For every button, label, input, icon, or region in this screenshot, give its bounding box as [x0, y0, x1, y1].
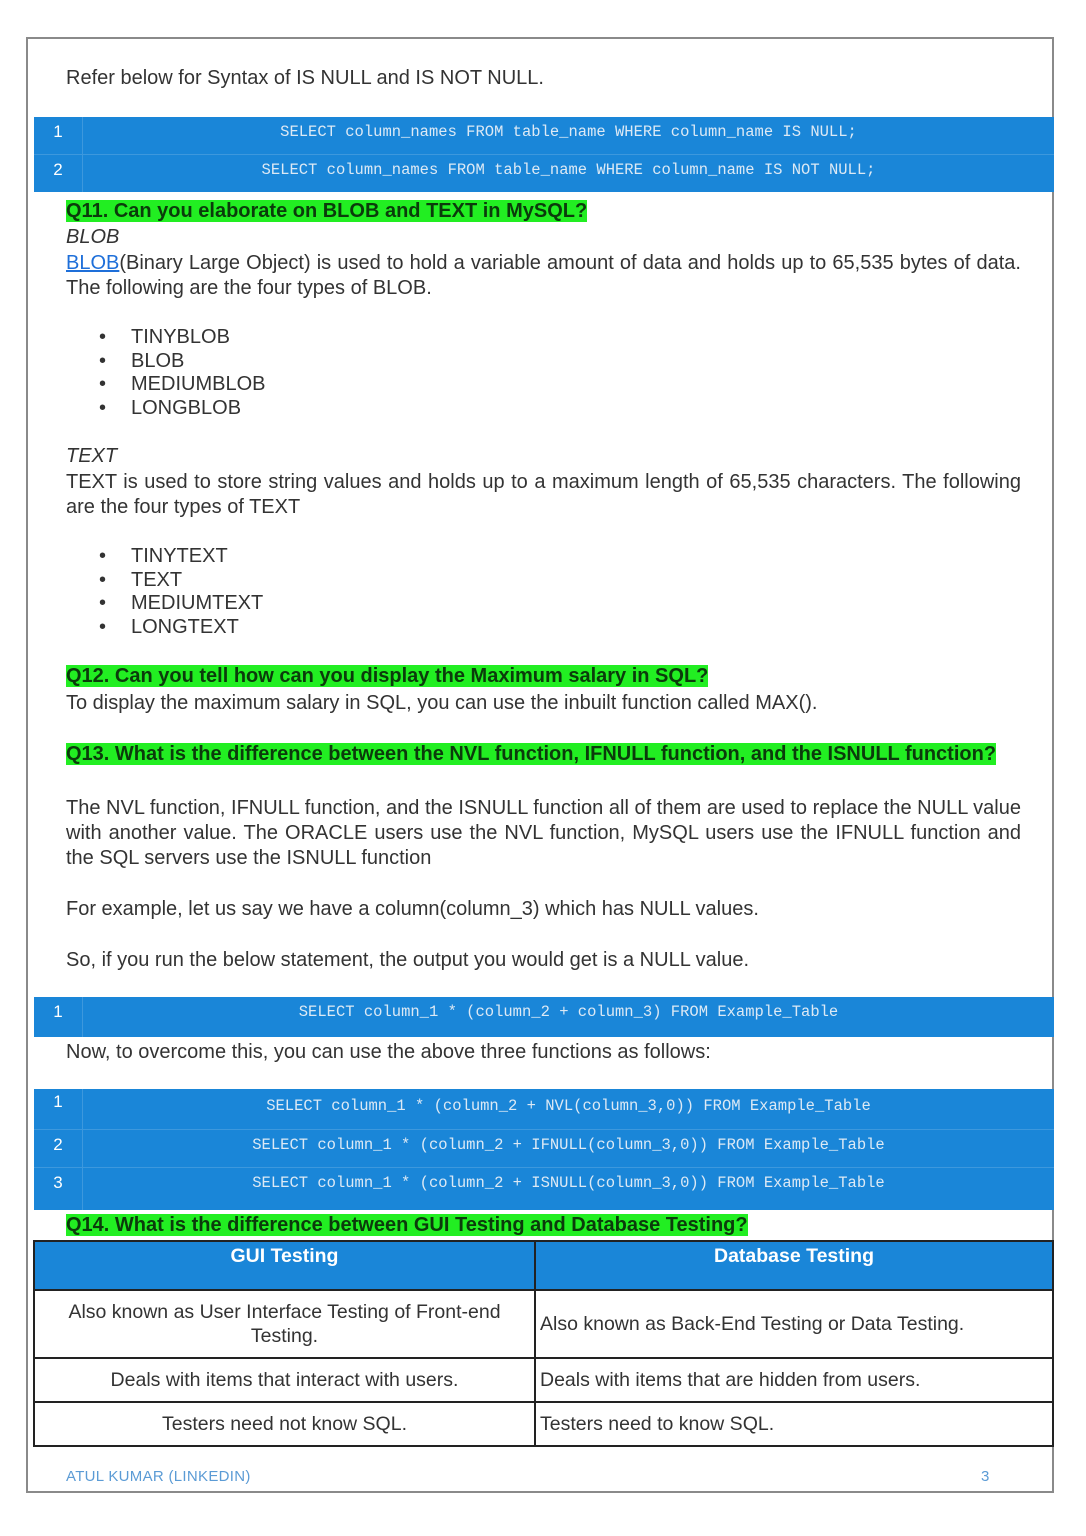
blob-link[interactable]: BLOB: [66, 252, 120, 274]
q14-heading-text: Q14. What is the difference between GUI Testing and Database Testing?: [66, 1214, 748, 1236]
table-cell: Also known as User Interface Testing of Front-end Testing.: [34, 1290, 535, 1358]
code-line: [34, 997, 1054, 1037]
code-line: [34, 117, 1054, 154]
list-item: • LONGTEXT: [66, 616, 263, 640]
code-text: SELECT column_1 * (column_2 + column_3) FROM Example_Table: [298, 1003, 839, 1021]
list-item: • BLOB: [66, 350, 265, 374]
table-row: [34, 1402, 1053, 1446]
line-number: 3: [34, 1168, 83, 1210]
table-cell: Testers need to know SQL.: [535, 1402, 1053, 1446]
column-header: Database Testing: [535, 1241, 1053, 1290]
line-number: 1: [34, 117, 83, 154]
code-line: [34, 1089, 1054, 1129]
q13-now: Now, to overcome this, you can use the above three functions as follows:: [66, 1041, 711, 1063]
list-item: • MEDIUMBLOB: [66, 373, 265, 397]
q12-heading-text: Q12. Can you tell how can you display the Maximum salary in SQL?: [66, 665, 709, 687]
line-number: 1: [34, 997, 83, 1037]
table-cell: Testers need not know SQL.: [34, 1402, 535, 1446]
table-row: [34, 1358, 1053, 1402]
q11-heading: [66, 199, 1021, 224]
q12-heading: [66, 664, 1021, 689]
list-item: • TINYBLOB: [66, 326, 265, 350]
q13-heading-text: Q13. What is the difference between the NVL function, IFNULL function, and the ISNULL function?: [66, 743, 997, 765]
code-text: SELECT column_1 * (column_2 + ISNULL(column_3,0)) FROM Example_Table: [252, 1174, 885, 1192]
list-item: • TINYTEXT: [66, 545, 263, 569]
text-types-list: [66, 545, 263, 639]
blob-types-list: [66, 326, 265, 420]
table-row: [34, 1290, 1053, 1358]
line-number: 2: [34, 155, 83, 192]
q11-heading-text: Q11. Can you elaborate on BLOB and TEXT in MySQL?: [66, 200, 588, 222]
list-item: • MEDIUMTEXT: [66, 592, 263, 616]
blob-desc-text: (Binary Large Object) is used to hold a variable amount of data and holds up to 65,535 bytes of data. The following are the four types of BLOB.: [66, 252, 1021, 299]
q14-heading: [66, 1213, 1021, 1238]
code-text: SELECT column_names FROM table_name WHERE column_name IS NULL;: [280, 123, 857, 141]
code-block-is-null: [34, 117, 1054, 192]
table-cell: Deals with items that are hidden from users.: [535, 1358, 1053, 1402]
footer-author: ATUL KUMAR (LINKEDIN): [66, 1468, 251, 1485]
line-number: 2: [34, 1130, 83, 1167]
intro-text: Refer below for Syntax of IS NULL and IS NOT NULL.: [66, 67, 544, 89]
list-item: • LONGBLOB: [66, 397, 265, 421]
code-line: [34, 1129, 1054, 1167]
code-block-null-example: [34, 997, 1054, 1037]
q13-answer: The NVL function, IFNULL function, and the ISNULL function all of them are used to replace the NULL value with another value. The ORACLE users use the NVL function, MySQL users use the IFNULL function and the SQL servers use the ISNULL function: [66, 797, 1021, 869]
footer-page-number: 3: [981, 1468, 990, 1485]
text-description: TEXT is used to store string values and holds up to a maximum length of 65,535 characters. The following are the four types of TEXT: [66, 471, 1021, 518]
comparison-table: [33, 1240, 1054, 1447]
q13-heading: [66, 742, 1021, 767]
table-header-row: [34, 1241, 1053, 1290]
list-item: • TEXT: [66, 569, 263, 593]
table-cell: Also known as Back-End Testing or Data Testing.: [535, 1290, 1053, 1358]
code-text: SELECT column_1 * (column_2 + IFNULL(column_3,0)) FROM Example_Table: [252, 1136, 885, 1154]
q13-so: So, if you run the below statement, the output you would get is a NULL value.: [66, 949, 749, 971]
q12-answer: To display the maximum salary in SQL, you can use the inbuilt function called MAX().: [66, 692, 818, 714]
code-block-functions: [34, 1089, 1054, 1210]
blob-description: [66, 251, 1021, 301]
text-title: TEXT: [66, 445, 118, 467]
code-line: [34, 1167, 1054, 1210]
line-number: 1: [34, 1089, 83, 1129]
code-text: SELECT column_names FROM table_name WHERE column_name IS NOT NULL;: [261, 161, 876, 179]
q13-example: For example, let us say we have a column(column_3) which has NULL values.: [66, 898, 759, 920]
code-line: [34, 154, 1054, 192]
code-text: SELECT column_1 * (column_2 + NVL(column_3,0)) FROM Example_Table: [266, 1097, 871, 1115]
table-cell: Deals with items that interact with users.: [34, 1358, 535, 1402]
blob-title: BLOB: [66, 226, 120, 248]
column-header: GUI Testing: [34, 1241, 535, 1290]
